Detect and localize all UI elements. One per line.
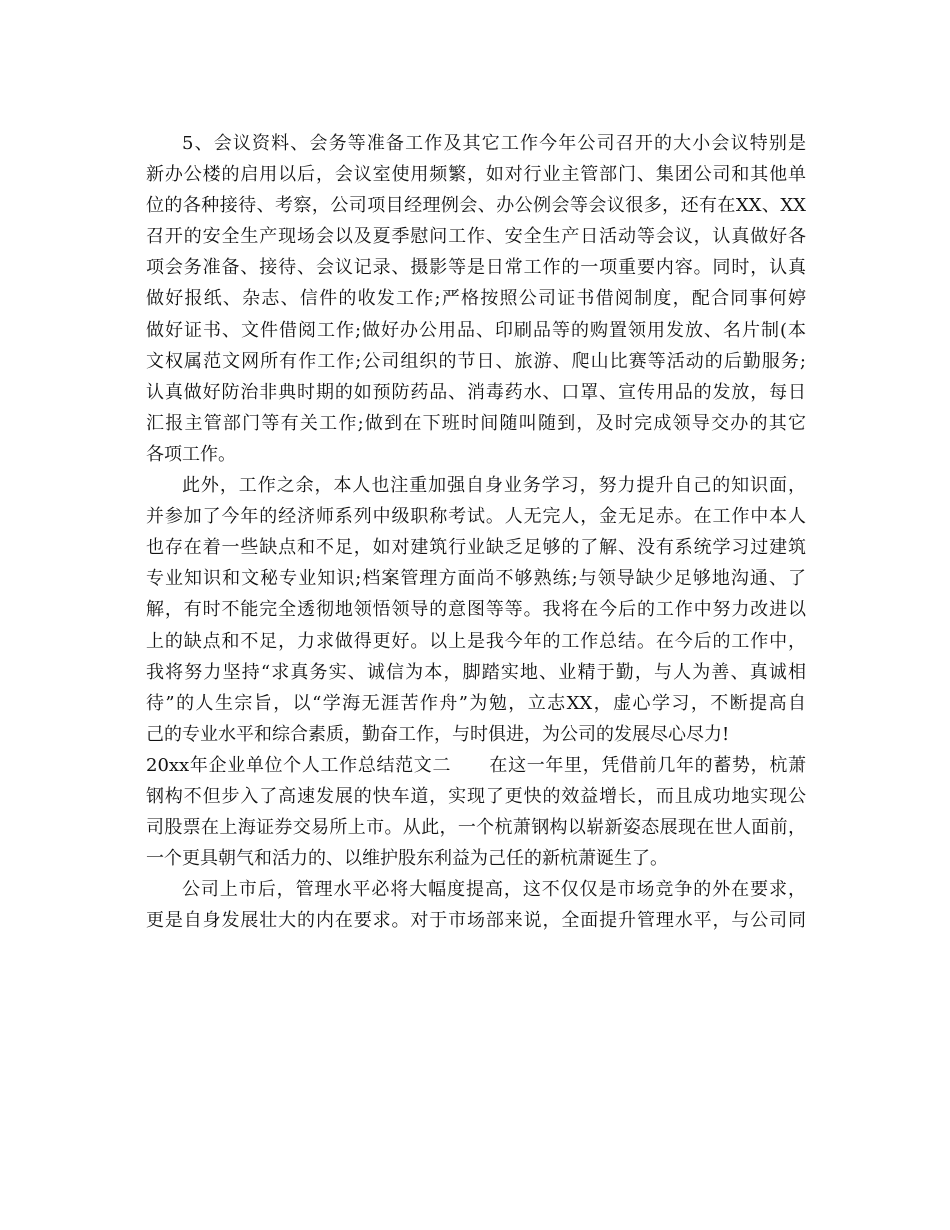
text-line: 文权属范文网所有作工作;公司组织的节日、旅游、爬山比赛等活动的后勤服务; [146,350,806,372]
text-line: 钢构不但步入了高速发展的快车道，实现了更快的效益增长，而且成功地实现公 [146,785,806,807]
text-line: 待”的人生宗旨，以“学海无涯苦作舟”为勉，立志XX，虚心学习，不断提高自 [146,692,806,714]
document-body [146,128,806,936]
text-line: 做好证书、文件借阅工作;做好办公用品、印刷品等的购置领用发放、名片制(本 [146,319,806,341]
text-line: 更是自身发展壮大的内在要求。对于市场部来说，全面提升管理水平，与公司同 [146,910,806,932]
text-line: 解，有时不能完全透彻地领悟领导的意图等等。我将在今后的工作中努力改进以 [146,599,806,621]
text-line: 认真做好防治非典时期的如预防药品、消毒药水、口罩、宣传用品的发放，每日 [146,381,806,403]
text-line: 一个更具朝气和活力的、以维护股东利益为己任的新杭萧诞生了。 [146,848,668,870]
text-line: 位的各种接待、考察，公司项目经理例会、办公例会等会议很多，还有在XX、XX [146,195,806,217]
text-line: 也存在着一些缺点和不足，如对建筑行业缺乏足够的了解、没有系统学习过建筑 [146,537,806,559]
text-line: 汇报主管部门等有关工作;做到在下班时间随叫随到，及时完成领导交办的其它 [146,412,806,434]
text-line: 上的缺点和不足，力求做得更好。以上是我今年的工作总结。在今后的工作中， [146,630,806,652]
text-line: 新办公楼的启用以后，会议室使用频繁，如对行业主管部门、集团公司和其他单 [146,164,806,186]
text-line: 专业知识和文秘专业知识;档案管理方面尚不够熟练;与领导缺少足够地沟通、了 [146,568,806,590]
text-line: 并参加了今年的经济师系列中级职称考试。人无完人，金无足赤。在工作中本人 [146,506,806,528]
text-line: 召开的安全生产现场会以及夏季慰问工作、安全生产日活动等会议，认真做好各 [146,226,806,248]
text-line: 20xx年企业单位个人工作总结范文二 在这一年里，凭借前几年的蓄势，杭萧 [146,754,806,776]
text-line: 己的专业水平和综合素质，勤奋工作，与时俱进，为公司的发展尽心尽力! [146,723,730,745]
text-line: 司股票在上海证券交易所上市。从此，一个杭萧钢构以崭新姿态展现在世人面前， [146,817,806,839]
text-line: 公司上市后，管理水平必将大幅度提高，这不仅仅是市场竞争的外在要求， [182,879,806,901]
text-line: 我将努力坚持“求真务实、诚信为本，脚踏实地、业精于勤，与人为善、真诚相 [146,661,806,683]
text-line: 5、会议资料、会务等准备工作及其它工作今年公司召开的大小会议特别是 [182,133,806,154]
text-line: 项会务准备、接待、会议记录、摄影等是日常工作的一项重要内容。同时，认真 [146,257,806,279]
text-line: 各项工作。 [146,443,236,465]
text-line: 此外，工作之余，本人也注重加强自身业务学习，努力提升自己的知识面， [182,475,806,497]
text-line: 做好报纸、杂志、信件的收发工作;严格按照公司证书借阅制度，配合同事何婷 [146,288,806,310]
